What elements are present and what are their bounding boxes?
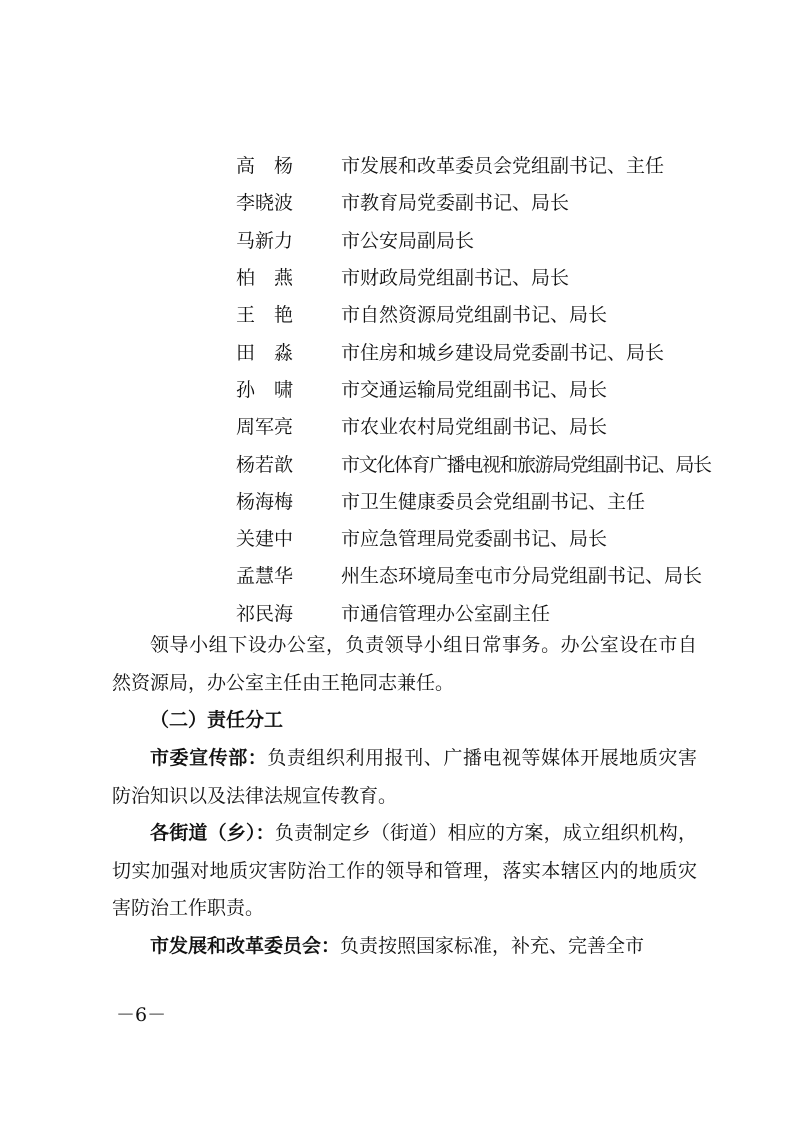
member-name: 杨若歆 <box>236 453 294 476</box>
member-title: 州生态环境局奎屯市分局党组副书记、局长 <box>341 565 703 588</box>
duty-paragraph-development <box>112 928 697 966</box>
member-title: 市教育局党委副书记、局长 <box>341 192 570 215</box>
member-title: 市农业农村局党组副书记、局长 <box>341 416 608 439</box>
member-name: 祁民海 <box>236 602 294 625</box>
member-name: 李晓波 <box>236 192 294 215</box>
member-title: 市发展和改革委员会党组副书记、主任 <box>341 155 665 178</box>
member-row <box>236 519 706 556</box>
member-list <box>236 146 711 631</box>
member-title: 市交通运输局党组副书记、局长 <box>341 378 608 401</box>
member-row <box>236 556 706 593</box>
member-name: 高 杨 <box>236 155 294 178</box>
page-number: －6－ <box>116 1004 167 1026</box>
duty-lead: 市发展和改革委员会： <box>150 935 341 957</box>
member-name: 孟慧华 <box>236 565 294 588</box>
member-row <box>236 295 706 332</box>
member-name: 孙 啸 <box>236 378 294 401</box>
duty-lead: 各街道（乡）： <box>150 822 275 844</box>
member-name: 马新力 <box>236 229 294 252</box>
duty-text: 负责按照国家标准，补充、完善全市 <box>340 935 645 957</box>
member-name: 关建中 <box>236 528 294 551</box>
member-title: 市文化体育广播电视和旅游局党组副书记、局长 <box>341 453 711 476</box>
member-title: 市住房和城乡建设局党委副书记、局长 <box>341 341 665 364</box>
member-row <box>236 407 706 444</box>
office-paragraph: 领导小组下设办公室，负责领导小组日常事务。办公室设在市自然资源局，办公室主任由王艳同志兼任。 <box>112 634 697 694</box>
member-name: 田 淼 <box>236 341 294 364</box>
member-row <box>236 482 706 519</box>
member-name: 王 艳 <box>236 304 294 327</box>
member-row <box>236 444 711 481</box>
member-row <box>236 332 706 369</box>
member-row <box>236 146 706 183</box>
section-heading: （二）责任分工 <box>150 709 284 731</box>
member-name: 柏 燕 <box>236 267 294 290</box>
member-name: 周军亮 <box>236 416 294 439</box>
duty-lead: 市委宣传部： <box>150 747 268 769</box>
member-title: 市通信管理办公室副主任 <box>341 602 551 625</box>
member-title: 市自然资源局党组副书记、局长 <box>341 304 608 327</box>
duty-paragraph-propaganda <box>112 740 697 815</box>
member-title: 市卫生健康委员会党组副书记、主任 <box>341 490 646 513</box>
member-title: 市应急管理局党委副书记、局长 <box>341 528 608 551</box>
member-row <box>236 183 706 220</box>
duty-paragraph-streets <box>112 815 697 928</box>
member-row <box>236 221 706 258</box>
duty-text: 负责组织利用报刊、广播电视等媒体开展地质灾害防治知识以及法律法规宣传教育。 <box>112 747 697 807</box>
member-name: 杨海梅 <box>236 490 294 513</box>
member-row <box>236 258 706 295</box>
duty-text: 负责制定乡（街道）相应的方案，成立组织机构，切实加强对地质灾害防治工作的领导和管理，落实本辖区内的地质灾害防治工作职责。 <box>112 822 697 919</box>
member-row <box>236 594 706 631</box>
member-title: 市公安局副局长 <box>341 229 475 252</box>
member-row <box>236 370 706 407</box>
member-title: 市财政局党组副书记、局长 <box>341 267 570 290</box>
